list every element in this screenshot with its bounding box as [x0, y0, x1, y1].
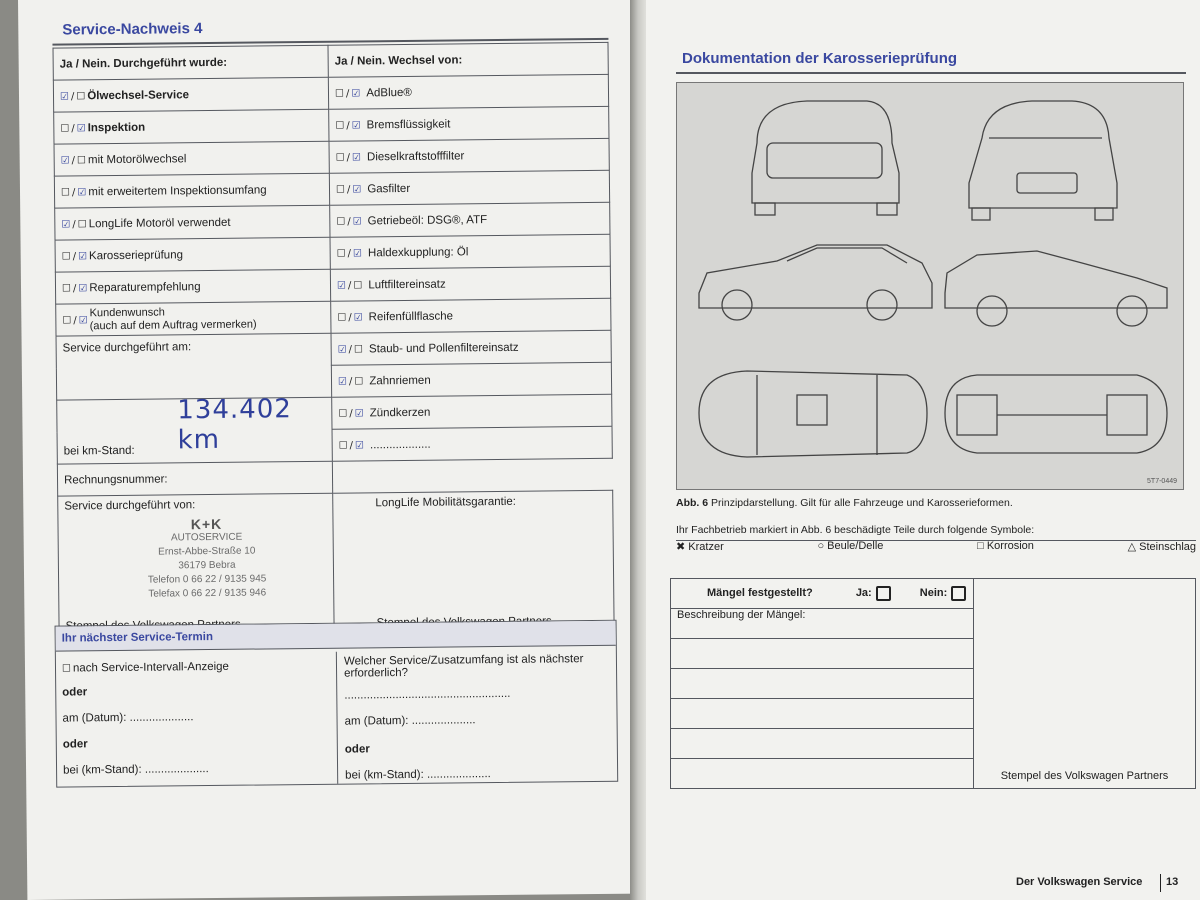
- left-item: [55, 205, 330, 240]
- left-item: [54, 141, 329, 176]
- checkbox-icon[interactable]: ☐: [61, 282, 72, 295]
- km-label: bei km-Stand:: [63, 444, 135, 458]
- dealer-stamp: [136, 516, 277, 601]
- right-item: [331, 298, 611, 333]
- slash-separator: /: [72, 218, 76, 230]
- right-item-label: Staub- und Pollenfiltereinsatz: [368, 341, 519, 355]
- page-number: 13: [1166, 876, 1179, 888]
- symbol-item: [817, 540, 883, 553]
- left-item: [55, 269, 330, 304]
- right-item-label: Zahnriemen: [369, 374, 431, 387]
- title-rule: [676, 72, 1186, 74]
- slash-separator: /: [71, 186, 76, 198]
- slash-separator: /: [349, 408, 353, 420]
- right-item: [331, 330, 611, 365]
- slash-separator: /: [348, 312, 352, 324]
- symbol-label: Steinschlag: [1139, 541, 1196, 553]
- checkbox-icon[interactable]: ☑: [353, 311, 363, 324]
- symbol-instruction: Ihr Fachbetrieb markiert in Abb. 6 beschädigte Teile durch folgende Symbole:: [676, 524, 1035, 536]
- maengel-table: [670, 578, 1196, 789]
- slash-separator: /: [346, 120, 350, 132]
- checkbox-icon[interactable]: ☑: [354, 407, 364, 419]
- checkbox-icon[interactable]: ☐: [337, 312, 347, 324]
- right-item: [330, 266, 610, 301]
- abb-caption: Prinzipdarstellung. Gilt für alle Fahrzeuge und Karosserieformen.: [711, 497, 1013, 509]
- right-item-label: ...................: [369, 438, 431, 451]
- footer-text: Der Volkswagen Service: [1016, 876, 1143, 888]
- left-item-label: mit erweitertem Inspektionsumfang: [88, 183, 267, 198]
- symbol-item: [676, 540, 724, 553]
- checkbox-icon[interactable]: ☐: [61, 250, 71, 263]
- right-item: [332, 426, 612, 461]
- description-line[interactable]: [671, 669, 974, 699]
- symbol-label: Korrosion: [986, 540, 1034, 552]
- checkbox-icon[interactable]: ☐: [336, 248, 346, 260]
- slash-separator: /: [347, 216, 351, 228]
- checkbox-icon[interactable]: ☑: [352, 183, 362, 196]
- service-date-label: Service durchgeführt am:: [62, 341, 192, 355]
- description-line[interactable]: [671, 699, 974, 729]
- col2-header: Ja / Nein. Wechsel von:: [328, 42, 608, 77]
- symbol-glyph-icon: ○: [817, 540, 825, 552]
- symbol-glyph-icon: ✖: [676, 541, 686, 553]
- right-page: [646, 0, 1200, 900]
- car-diagram: [676, 82, 1184, 490]
- symbol-item: [977, 540, 1034, 553]
- col1-header: Ja / Nein. Durchgeführt wurde:: [53, 45, 328, 80]
- checkbox-icon[interactable]: ☐: [335, 120, 345, 132]
- checkbox-icon[interactable]: ☐: [335, 152, 345, 164]
- next-date-2[interactable]: am (Datum): ....................: [344, 714, 476, 728]
- checkbox-icon[interactable]: ☐: [60, 186, 71, 199]
- checkbox-icon[interactable]: ☐: [354, 375, 364, 387]
- right-item-label: Zündkerzen: [369, 406, 431, 419]
- oder-label: oder: [62, 686, 88, 699]
- right-item-label: AdBlue®: [366, 86, 412, 99]
- left-item: [54, 173, 329, 208]
- slash-separator: /: [71, 154, 76, 166]
- right-item: [330, 202, 610, 237]
- kundenwunsch-note: (auch auf dem Auftrag vermerken): [89, 318, 257, 332]
- stamp-fax: Telefax 0 66 22 / 9135 946: [148, 587, 267, 600]
- checkbox-icon[interactable]: ☑: [352, 215, 362, 228]
- right-item: [329, 170, 609, 205]
- service-table: [53, 42, 615, 638]
- checkbox-icon[interactable]: ☐: [334, 88, 345, 100]
- next-service-box: [55, 620, 619, 788]
- km-cell[interactable]: [57, 394, 333, 464]
- service-by-cell: [58, 493, 334, 637]
- stamp-city: 36179 Bebra: [178, 559, 236, 572]
- nein-checkbox[interactable]: [951, 586, 966, 601]
- right-item-label: Luftfiltereinsatz: [368, 278, 446, 291]
- symbol-label: Kratzer: [688, 541, 724, 553]
- slash-separator: /: [73, 314, 77, 326]
- left-item: [55, 237, 330, 272]
- checkbox-icon[interactable]: ☐: [61, 663, 72, 675]
- slash-separator: /: [349, 440, 354, 452]
- slash-separator: /: [72, 282, 77, 294]
- kundenwunsch-label: Kundenwunsch: [89, 305, 165, 319]
- longlife-cell: [333, 490, 614, 634]
- slash-separator: /: [346, 152, 351, 164]
- next-service-header: Ihr nächster Service-Termin: [56, 621, 616, 652]
- symbol-item: [1128, 540, 1196, 553]
- left-item-label: Reparaturempfehlung: [89, 280, 201, 294]
- page-title: Service-Nachweis 4: [62, 20, 203, 39]
- checkbox-icon[interactable]: ☐: [338, 440, 348, 452]
- slash-separator: /: [71, 122, 75, 134]
- stamp-sub: AUTOSERVICE: [170, 531, 243, 544]
- checkbox-icon[interactable]: ☐: [335, 184, 346, 196]
- ja-label: Ja:: [855, 587, 872, 600]
- description-line[interactable]: [671, 729, 974, 759]
- nein-label: Nein:: [919, 587, 948, 600]
- symbol-glyph-icon: □: [977, 540, 984, 552]
- checkbox-icon[interactable]: ☑: [352, 247, 363, 260]
- checkbox-icon[interactable]: ☑: [76, 122, 86, 134]
- interval-label: nach Service-Intervall-Anzeige: [72, 660, 229, 675]
- invoice-label: Rechnungsnummer:: [63, 472, 168, 487]
- ja-checkbox[interactable]: [876, 586, 891, 601]
- next-km-2[interactable]: bei (km-Stand): ....................: [345, 768, 491, 782]
- footer-divider: [1160, 874, 1161, 892]
- left-page: [18, 0, 647, 900]
- checkbox-icon[interactable]: ☑: [337, 344, 347, 356]
- slash-separator: /: [346, 184, 351, 196]
- symbol-legend: [676, 540, 1196, 553]
- checkbox-icon[interactable]: ☐: [60, 122, 70, 135]
- description-line[interactable]: [671, 639, 974, 669]
- checkbox-icon[interactable]: ☑: [336, 280, 347, 292]
- right-item: [328, 74, 608, 109]
- checkbox-icon[interactable]: ☐: [336, 216, 346, 228]
- next-question: Welcher Service/Zusatzumfang ist als nächster erforderlich?: [343, 653, 584, 680]
- checkbox-icon[interactable]: ☐: [353, 343, 364, 356]
- right-item: [329, 138, 609, 173]
- right-item-label: Reifenfüllflasche: [368, 309, 454, 323]
- checkbox-icon[interactable]: ☑: [77, 186, 87, 198]
- right-item: [330, 234, 610, 269]
- checkbox-icon[interactable]: ☑: [78, 282, 88, 294]
- right-item: [331, 362, 611, 397]
- left-item: [56, 301, 331, 336]
- oder-label: oder: [344, 743, 370, 756]
- oder-label: oder: [62, 738, 88, 751]
- checkbox-icon[interactable]: ☑: [78, 314, 88, 326]
- stamp-caption: Stempel des Volkswagen Partners: [1000, 770, 1169, 782]
- right-item-label: Gasfilter: [367, 182, 411, 195]
- maengel-question: Mängel festgestellt?: [707, 587, 813, 600]
- checkbox-icon[interactable]: ☑: [337, 376, 348, 388]
- slash-separator: /: [348, 376, 353, 388]
- invoice-cell[interactable]: [57, 461, 332, 496]
- left-item: [53, 77, 328, 112]
- km-handwritten: 134.402 km: [177, 394, 292, 456]
- stamp-area: [974, 579, 1196, 789]
- page-title: Dokumentation der Karosserieprüfung: [682, 50, 958, 67]
- right-item: [329, 106, 609, 141]
- left-item-label: Inspektion: [87, 121, 146, 134]
- checkbox-icon[interactable]: ☑: [60, 154, 70, 167]
- car-outlines-icon: [677, 83, 1183, 489]
- checkbox-icon[interactable]: ☑: [351, 151, 362, 164]
- slash-separator: /: [70, 90, 75, 102]
- checkbox-icon[interactable]: ☐: [76, 154, 87, 166]
- service-by-label: Service durchgeführt von:: [64, 499, 196, 513]
- right-item-label: Getriebeöl: DSG®, ATF: [367, 213, 488, 227]
- checkbox-icon[interactable]: ☐: [353, 279, 363, 292]
- dots-line[interactable]: ....................................................: [344, 687, 511, 702]
- slash-separator: /: [345, 88, 350, 100]
- right-item-label: Bremsflüssigkeit: [366, 117, 451, 131]
- checkbox-icon[interactable]: ☐: [77, 218, 87, 230]
- slash-separator: /: [348, 344, 353, 356]
- slash-separator: /: [72, 250, 77, 262]
- description-label: Beschreibung der Mängel:: [671, 609, 974, 639]
- checkbox-icon[interactable]: ☑: [61, 218, 71, 231]
- checkbox-icon[interactable]: ☐: [76, 90, 86, 102]
- checkbox-icon[interactable]: ☐: [62, 314, 72, 327]
- symbol-label: Beule/Delle: [827, 540, 884, 552]
- checkbox-icon[interactable]: ☑: [354, 439, 365, 451]
- longlife-label: LongLife Mobilitätsgarantie:: [375, 495, 517, 510]
- next-date[interactable]: am (Datum): ....................: [62, 711, 194, 725]
- stamp-street: Ernst-Abbe-Straße 10: [158, 545, 256, 558]
- right-item-label: Haldexkupplung: Öl: [367, 245, 469, 259]
- checkbox-icon[interactable]: ☐: [338, 408, 348, 420]
- left-item-label: mit Motorölwechsel: [87, 152, 187, 166]
- checkbox-icon[interactable]: ☑: [351, 119, 361, 132]
- left-item-label: LongLife Motoröl verwendet: [88, 216, 231, 230]
- left-item-label: Karosserieprüfung: [88, 248, 184, 262]
- next-km[interactable]: bei (km-Stand): ....................: [63, 763, 209, 777]
- slash-separator: /: [347, 248, 352, 260]
- left-item: [54, 109, 329, 144]
- abb-label: Abb. 6: [676, 497, 709, 509]
- figure-code: 5T7-0449: [1147, 478, 1177, 485]
- checkbox-icon[interactable]: ☑: [351, 87, 361, 100]
- service-date-cell[interactable]: [56, 333, 332, 400]
- stamp-phone: Telefon 0 66 22 / 9135 945: [147, 573, 267, 586]
- left-item-label: Ölwechsel-Service: [87, 88, 190, 102]
- slash-separator: /: [347, 280, 352, 292]
- stamp-brand: K+K: [190, 515, 223, 533]
- checkbox-icon[interactable]: ☑: [59, 90, 70, 103]
- description-line[interactable]: [671, 759, 974, 789]
- symbol-glyph-icon: △: [1127, 541, 1137, 553]
- right-item-label: Dieselkraftstofffilter: [366, 149, 465, 163]
- checkbox-icon[interactable]: ☑: [77, 250, 88, 262]
- right-item: [332, 394, 612, 429]
